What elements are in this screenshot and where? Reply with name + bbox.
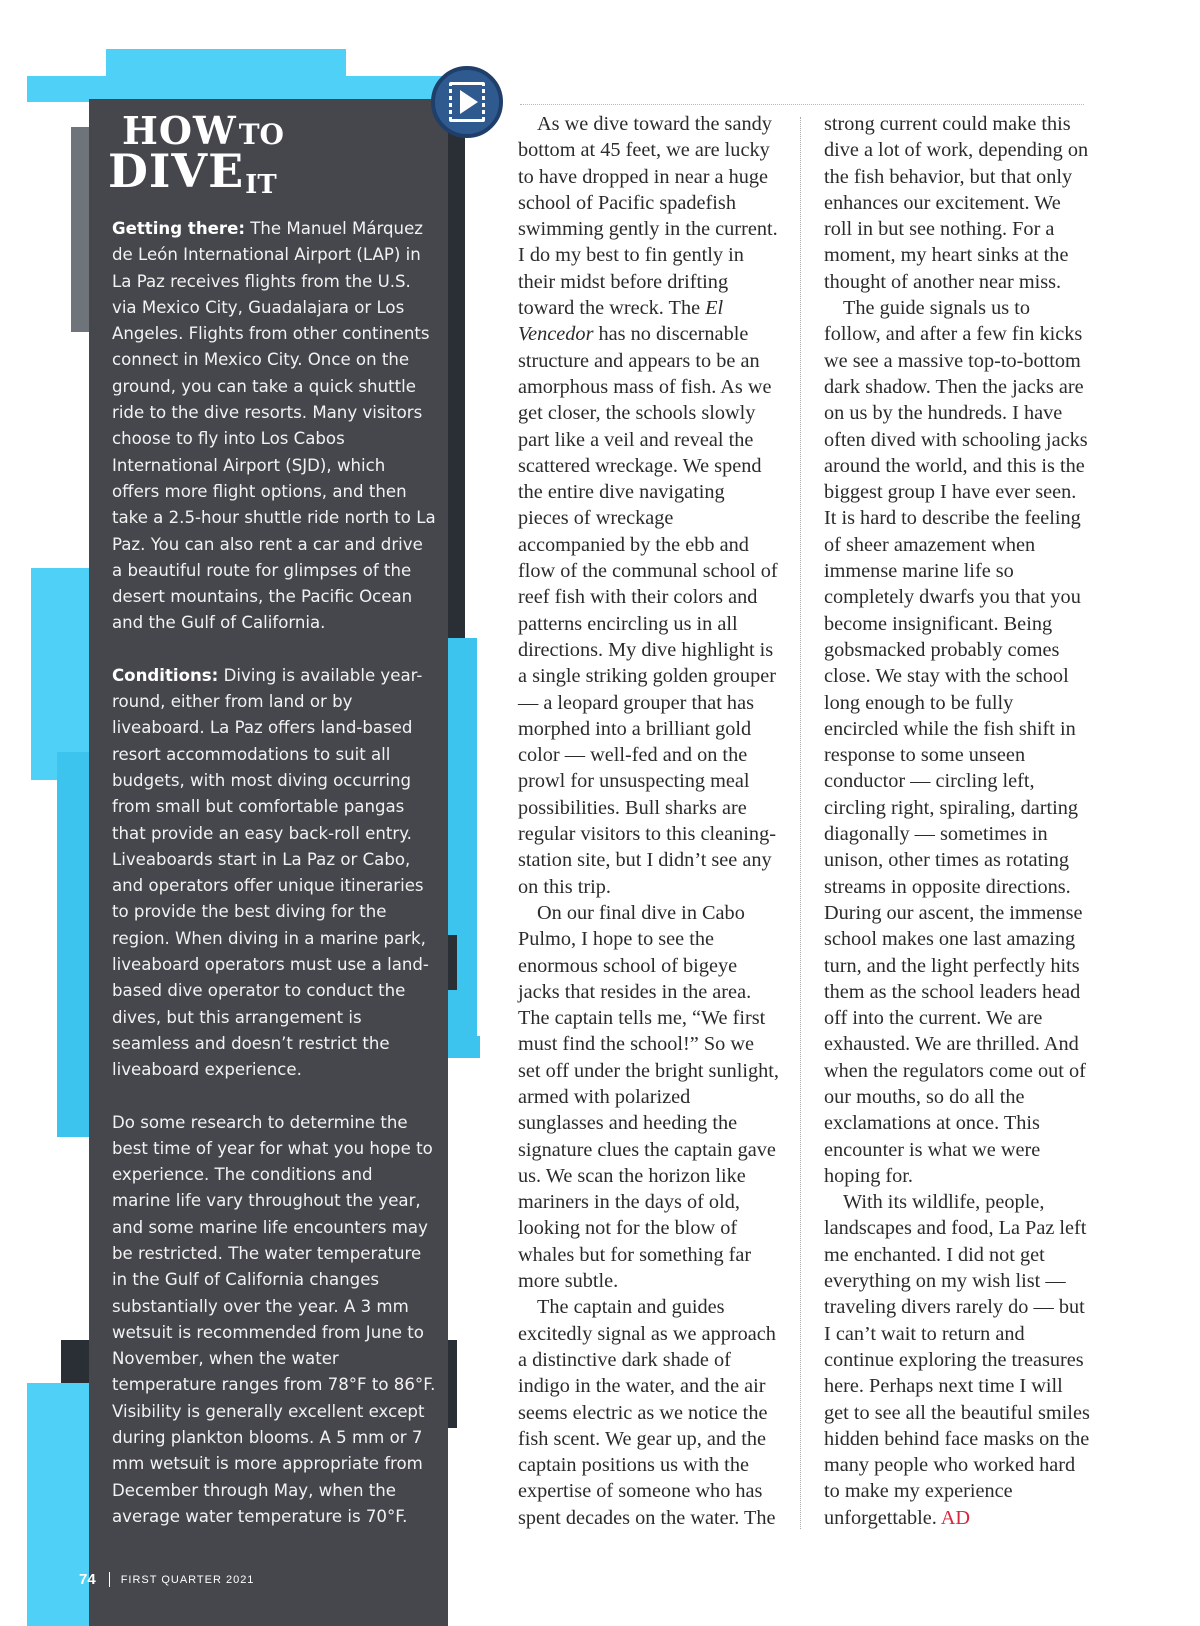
accent-block-bottom-left (27, 1383, 97, 1626)
footer-separator (109, 1572, 110, 1587)
col1-paragraph-2: On our final dive in Cabo Pulmo, I hope to see the enormous school of bigeye jacks that resides in the area. The captain tells me, “We first must find the school!” So we set off under the bright sunlight, armed with polarized sunglasses and heeding the signature clues the captain gave us. We scan the horizon like mariners in the days of old, looking not for the blow of whales but for something far more subtle. (518, 901, 779, 1293)
col2-paragraph-1: strong current could make this dive a lot of work, depending on the fish behavior, but that only enhances our excitement. We roll in but see nothing. For a moment, my heart sinks at the thought of another near miss. (824, 113, 1089, 293)
col1-paragraph-3: The captain and guides excitedly signal as we approach a distinctive dark shade of indigo in the water, and the air seems electric as we notice the fish scent. We gear up, and the captain positions us with the expertise of someone who has spent decades on the water. The (518, 1296, 776, 1529)
col2-paragraph-3 (824, 1189, 1090, 1531)
article-column-1 (518, 111, 780, 1531)
conditions-paragraph (112, 663, 436, 1084)
research-paragraph: Do some research to determine the best time of year for what you hope to experience. The conditions and marine life vary throughout the year, and some marine life encounters may be restricted. The water temperature in the Gulf of California changes substantially over the year. A 3 mm wetsuit is recommended from June to November, when the water temperature ranges from 78°F to 86°F. Visibility is generally excellent except during plankton blooms. A 5 mm or 7 mm wetsuit is more appropriate from December through May, when the average water temperature is 70°F. (112, 1112, 436, 1526)
conditions-text: Diving is available year-round, either from land or by liveaboard. La Paz offers land-based resort accommodations to suit all budgets, with most diving occurring from small but comfortable pangas that provide an easy back-roll entry. Liveaboards start in La Paz or Cabo, and operators offer unique itineraries to provide the best diving for the region. When diving in a marine park, liveaboard operators must use a land-based dive operator to conduct the dives, but this arrangement is seamless and doesn’t restrict the liveaboard experience. (112, 665, 429, 1080)
column-divider (800, 117, 801, 1529)
getting-there-paragraph (112, 216, 436, 637)
video-play-icon[interactable] (431, 66, 503, 138)
sidebar-body (112, 216, 436, 1556)
issue-label: FIRST QUARTER 2021 (120, 1573, 255, 1586)
title-it: IT (245, 170, 277, 200)
col1-p1-start: As we dive toward the sandy bottom at 45 feet, we are lucky to have dropped in near a huge school of Pacific spadefish swimming gently in the current. I do my best to fin gently in their midst before drifting toward the wreck. The (518, 113, 778, 320)
getting-there-text: The Manuel Márquez de León International Airport (LAP) in La Paz receives flights from the U.S. via Mexico City, Guadalajara or Los Angeles. Flights from other continents connect in Mexico City. Once on the ground, you can take a quick shuttle ride to the dive resorts. Many visitors choose to fly into Los Cabos International Airport (SJD), which offers more flight options, and then take a 2.5-hour shuttle ride north to La Paz. You can also rent a car and drive a beautiful route for glimpses of the desert mountains, the Pacific Ocean and the Gulf of California. (112, 219, 436, 633)
top-dotted-rule (520, 104, 1084, 105)
conditions-label: Conditions: (112, 665, 219, 685)
accent-block-top (106, 49, 346, 102)
title-dive: DIVE (108, 144, 245, 198)
col1-p1-end: has no discernable structure and appears to be an amorphous mass of fish. As we get closer, the schools slowly part like a veil and reveal the scattered wreckage. We spend the entire dive navigating pieces of wreckage accompanied by the ebb and flow of the communal school of reef fish with their colors and patterns encircling us in all directions. My dive highlight is a single striking golden grouper — a leopard grouper that has morphed into a brilliant gold color — well-fed and on the prowl for unsuspecting meal possibilities. Bull sharks are regular visitors to this cleaning-station site, but I didn’t see any on this trip. (518, 323, 778, 898)
col1-paragraph-1 (518, 111, 780, 900)
sidebar-title (108, 108, 284, 200)
article-column-2 (824, 111, 1090, 1531)
title-to: TO (238, 118, 284, 151)
title-how: HOW (122, 108, 237, 153)
col2-p3-text: With its wildlife, people, landscapes and food, La Paz left me enchanted. I did not get everything on my wish list — traveling divers rarely do — but I can’t wait to return and continue exploring the treasures here. Perhaps next time I will get to see all the beautiful smiles hidden behind face masks on the many people who worked hard to make my experience unforgettable. (824, 1191, 1090, 1529)
col2-paragraph-2: The guide signals us to follow, and after a few fin kicks we see a massive top-to-bottom dark shadow. Then the jacks are on us by the hundreds. I have often dived with schooling jacks around the world, and this is the biggest group I have ever seen. It is hard to describe the feeling of sheer amazement when immense marine life so completely dwarfs you that you become insignificant. Being gobsmacked probably comes close. We stay with the school long enough to be fully encircled while the fish shift in response to some unseen conductor — circling left, circling right, spiraling, darting diagonally — sometimes in unison, other times as rotating streams in opposite directions. During our ascent, the immense school makes one last amazing turn, and the light perfectly hits them as the school leaders head off into the current. We are exhausted. We are thrilled. And when the regulators come out of our mouths, so do all the exclamations at once. This encounter is what we were hoping for. (824, 297, 1088, 1187)
page-footer (79, 1571, 254, 1588)
end-mark: AD (940, 1506, 971, 1529)
page-number: 74 (79, 1571, 96, 1588)
wreck-name: El Vencedor (518, 297, 724, 346)
getting-there-label: Getting there: (112, 219, 245, 238)
